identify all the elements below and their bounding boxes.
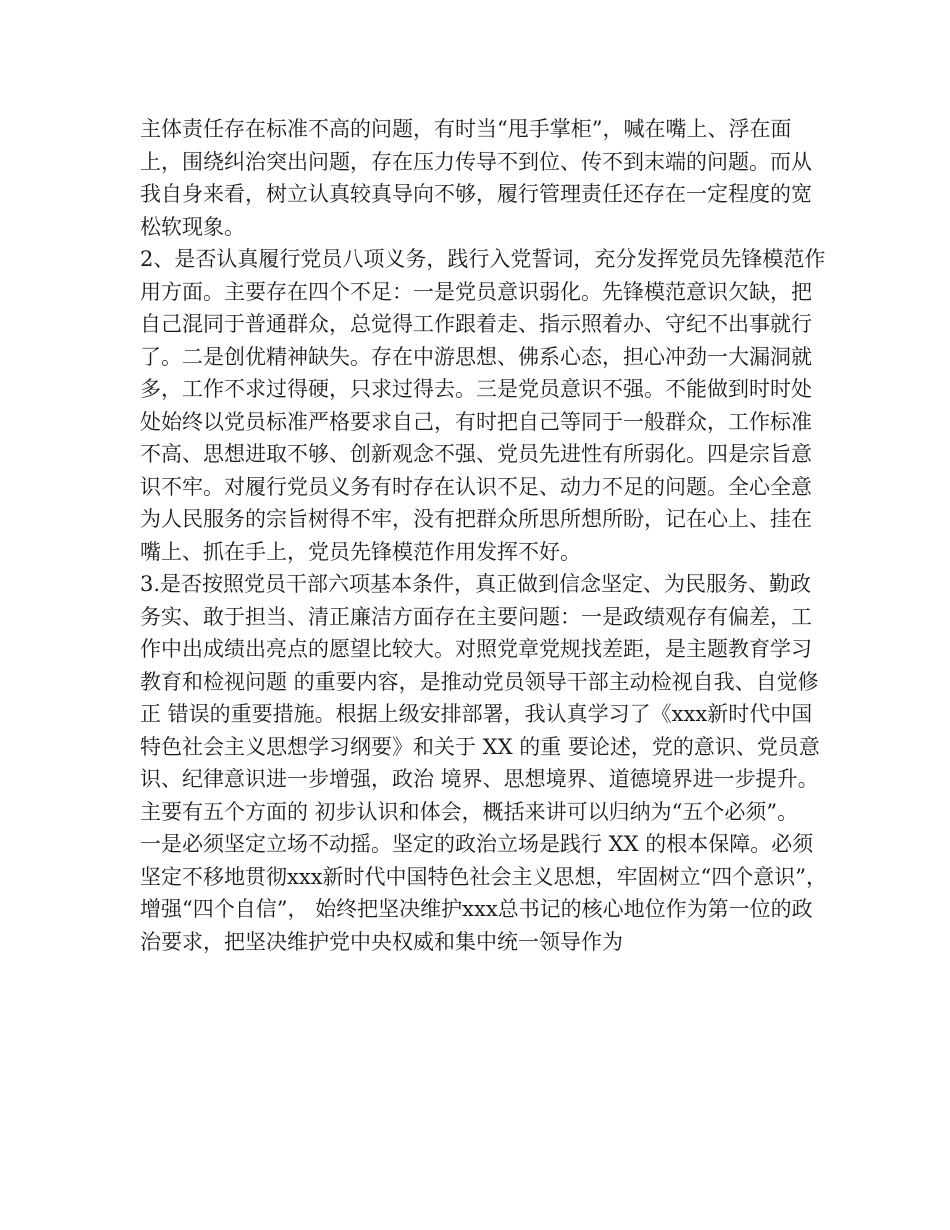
paragraph-2: 2、是否认真履行党员八项义务，践行入党誓词，充分发挥党员先锋模范作用方面。主要存在四个不足：一是党员意识弱化。先锋模范意识欠缺，把自己混同于普通群众，总觉得工作跟着走、指示照着办、守纪不出事就行了。二是创优精神缺失。存在中游思想、佛系心态，担心冲劲一大漏洞就多，工作不求过得硬，只求过得去。三是党员意识不强。不能做到时时处处始终以党员标准严格要求自己，有时把自己等同于一般群众，工作标准不高、思想进取不够、创新观念不强、党员先进性有所弱化。四是宗旨意识不牢。对履行党员义务有时存在认识不足、动力不足的问题。全心全意为人民服务的宗旨树得不牢，没有把群众所思所想所盼，记在心上、挂在嘴上、抓在手上，党员先锋模范作用发挥不好。 [140,247,826,564]
document-body [140,113,830,958]
paragraph-3: 3.是否按照党员干部六项基本条件，真正做到信念坚定、为民服务、勤政务实、敢于担当、清正廉洁方面存在主要问题：一是政绩观存有偏差，工作中出成绩出亮点的愿望比较大。对照党章党规找差距，是主题教育学习教育和检视问题 的重要内容，是推动党员领导干部主动检视自我、自觉修正 错误的重要措施。根据上级安排部署，我认真学习了《xxx新时代中国特色社会主义思想学习纲要》和关于 XX 的重 要论述，党的意识、党员意识、纪律意识进一步增强，政治 境界、思想境界、道德境界进一步提升。主要有五个方面的 初步认识和体会，概括来讲可以归纳为“五个必须”。 [140,572,820,824]
paragraph-4: 一是必须坚定立场不动摇。坚定的政治立场是践行 XX 的根本保障。必须坚定不移地贯彻xxx新时代中国特色社会主义思想，牢固树立“四个意识”，增强“四个自信”， 始终把坚决维护xxx总书记的核心地位作为第一位的政 治要求，把坚决维护党中央权威和集中统一领导作为 [140,832,827,954]
paragraph-1: 主体责任存在标准不高的问题，有时当“甩手掌柜”，喊在嘴上、浮在面上，围绕纠治突出问题，存在压力传导不到位、传不到末端的问题。而从我自身来看，树立认真较真导向不够，履行管理责任还存在一定程度的宽松软现象。 [140,117,812,239]
